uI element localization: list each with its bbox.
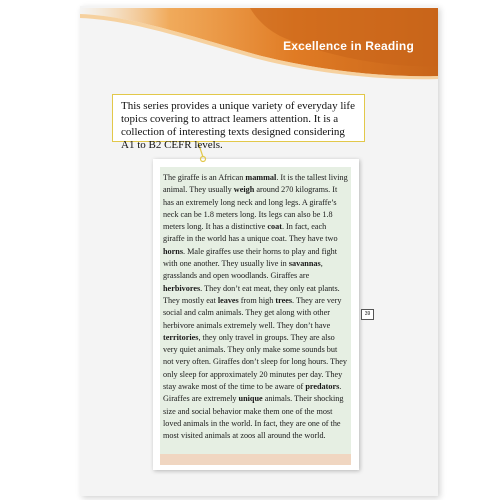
vocabulary-word: predators xyxy=(305,382,340,392)
vocabulary-word: savannas xyxy=(288,259,321,269)
article-text xyxy=(163,172,349,443)
article-text-run: around 270 kilograms. It has an extremely long neck and long legs. A giraffe’s neck can be 1.8 meters long. Its legs can also be 1.8 meters long. It has a distinctive xyxy=(163,185,338,232)
series-description-callout: This series provides a unique variety of everyday life topics covering to attract leamers attention. It is a collection of interesting texts designed considering A1 to B2 CEFR levels. xyxy=(112,94,365,142)
article-footer-strip xyxy=(160,454,351,465)
vocabulary-word: coat xyxy=(267,222,282,232)
article-text-run: . xyxy=(339,382,342,392)
article-text-run: The giraffe is an African xyxy=(163,173,246,182)
vocabulary-word: trees xyxy=(275,295,293,305)
vocabulary-word: leaves xyxy=(217,295,239,305)
article-text-run: , grasslands and open woodlands. Giraffes are xyxy=(163,259,323,281)
vocabulary-word: unique xyxy=(238,394,263,404)
article-text-run: Giraffes are extremely xyxy=(163,394,239,404)
article-text-run: . They are very social and calm animals. They get along with other herbivore animals extremely well. They don’t have xyxy=(163,295,342,330)
article-text-run: from high xyxy=(238,295,276,305)
article-text-run: . It is the tallest living animal. They usually xyxy=(163,173,348,195)
series-title: Excellence in Reading xyxy=(283,39,414,53)
vocabulary-word: herbivores xyxy=(163,283,201,293)
article-text-run: . In fact, each giraffe in the world has a unique coat. They have two xyxy=(163,222,338,244)
vocabulary-word: mammal xyxy=(245,173,277,182)
vocabulary-word: horns xyxy=(163,246,184,256)
article-text-run: . Male giraffes use their horns to play and fight with one another. They usually live in xyxy=(163,246,338,269)
article-text-run: , they only travel in groups. They are also very quiet animals. They only make some sounds but not very often. Giraffes don’t sleep for long hours. They only sleep for approximately 20 minutes per day. They stay awake most of the time to be aware of xyxy=(163,332,347,392)
article-card xyxy=(153,159,359,470)
article-text-run: animals. Their shocking size and social behavior make them one of the most loved animals in the world. In fact, they are one of the most visited animals at zoos all around the world. xyxy=(163,394,344,441)
article-text-run: . They don’t eat meat, they only eat plants. They mostly eat xyxy=(163,283,340,305)
banner xyxy=(80,6,438,82)
vocabulary-word: territories xyxy=(163,332,199,342)
vocabulary-word: weigh xyxy=(233,185,255,195)
page-number: 39 xyxy=(361,309,374,320)
